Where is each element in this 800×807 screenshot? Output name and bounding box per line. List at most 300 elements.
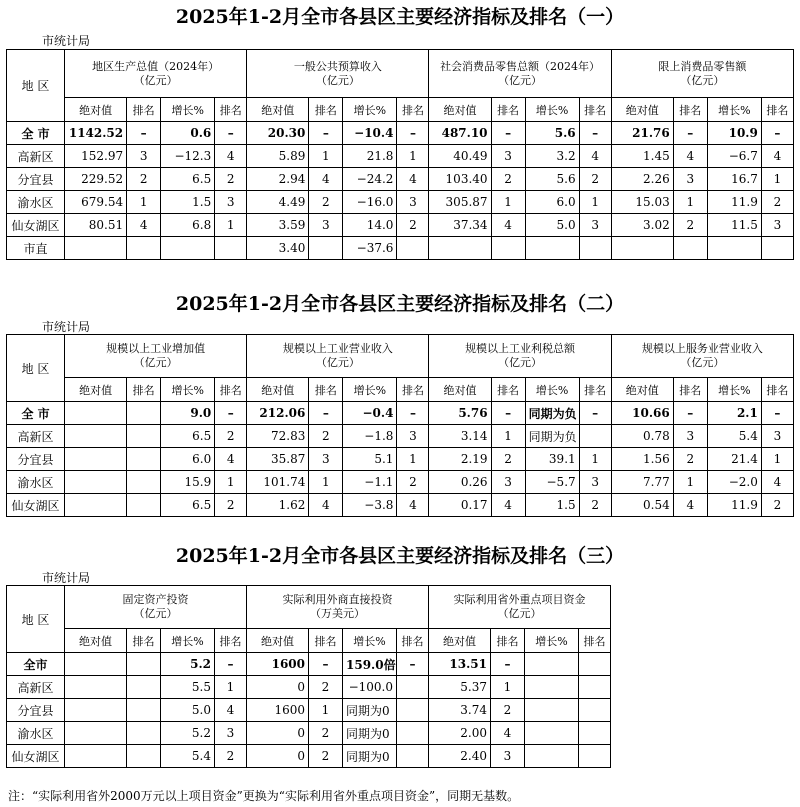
region-cell: 渝水区 [7,722,65,745]
group-header: 实际利用外商直接投资 （万美元） [247,586,429,629]
table-cell: 21.4 [707,448,761,471]
table-cell [127,699,161,722]
table-cell: 5.6 [525,168,579,191]
sub-header: 排名 [215,98,247,122]
region-cell: 仙女湖区 [7,494,65,517]
sub-header: 排名 [491,629,525,653]
table-row [7,145,794,168]
table-cell: – [491,402,525,425]
table-cell: 1 [761,168,793,191]
table-cell [127,676,161,699]
table-cell [127,237,161,260]
table-cell: 2 [579,168,611,191]
table-cell: 4 [309,494,343,517]
table-cell [127,653,161,676]
table-cell: 6.5 [161,494,215,517]
region-cell: 全 市 [7,402,65,425]
table-cell: 20.30 [247,122,309,145]
table-cell: 6.0 [161,448,215,471]
region-cell: 全 市 [7,122,65,145]
table2 [6,334,794,517]
table-cell: 4 [309,168,343,191]
sub-header: 绝对值 [611,378,673,402]
table-cell: −100.0 [343,676,397,699]
table-cell: 4 [215,145,247,168]
sub-header: 排名 [579,629,611,653]
sub-header: 排名 [397,378,429,402]
table-cell: 0 [247,722,309,745]
region-cell: 仙女湖区 [7,214,65,237]
sub-header: 绝对值 [247,629,309,653]
table-row [7,402,794,425]
table-cell: 2 [673,214,707,237]
table-cell: 2.40 [429,745,491,768]
table-cell: 4 [673,494,707,517]
table-cell: 5.0 [525,214,579,237]
table-cell: 159.0倍 [343,653,397,676]
table-cell: −1.8 [343,425,397,448]
table-cell: 14.0 [343,214,397,237]
table1-title: 2025年1-2月全市各县区主要经济指标及排名（一） [175,6,625,28]
table3-source: 市统计局 [42,571,91,585]
table-cell: 3 [579,471,611,494]
table-cell: 2.94 [247,168,309,191]
table-cell: 4 [761,145,793,168]
table-cell: −0.4 [343,402,397,425]
sub-header: 增长% [525,378,579,402]
table-cell [579,722,611,745]
table-cell: 1.56 [611,448,673,471]
subheader-row [7,629,611,653]
table-cell: 2 [673,448,707,471]
table-cell: 同期为0 [343,699,397,722]
sub-header: 排名 [309,378,343,402]
table-cell: 10.9 [707,122,761,145]
table-cell: 2 [397,214,429,237]
table-cell: 2 [309,425,343,448]
table-cell [65,471,127,494]
table-cell [525,745,579,768]
sub-header: 绝对值 [429,98,491,122]
table-cell: −24.2 [343,168,397,191]
footnote: 注：“实际利用省外2000万元以上项目资金”更换为“实际利用省外重点项目资金”，同期无基数。 [8,789,520,803]
table-cell: −12.3 [161,145,215,168]
table-cell: 3.14 [429,425,491,448]
table-cell: 5.0 [161,699,215,722]
table-cell: 同期为负 [525,402,579,425]
table-cell: 229.52 [65,168,127,191]
table1-source: 市统计局 [42,34,91,48]
table-cell: 1 [309,145,343,168]
table-cell: 16.7 [707,168,761,191]
table-cell: 487.10 [429,122,491,145]
sub-header: 增长% [525,98,579,122]
table-cell: 0.26 [429,471,491,494]
table-cell [673,237,707,260]
table-cell: 4 [673,145,707,168]
group-header: 规模以上服务业营业收入 （亿元） [611,335,793,378]
table-cell: 2 [397,471,429,494]
table-cell [65,402,127,425]
table-cell: 1600 [247,699,309,722]
table-cell: 39.1 [525,448,579,471]
region-cell: 高新区 [7,425,65,448]
table-cell [127,494,161,517]
table-row [7,494,794,517]
table-cell: 1 [673,471,707,494]
sub-header: 排名 [127,629,161,653]
table-cell: 0.17 [429,494,491,517]
table-cell: 1 [215,471,247,494]
table-row [7,745,611,768]
table-cell: 1 [579,191,611,214]
table-cell: 2 [761,191,793,214]
table-cell: 3 [309,448,343,471]
table-cell: 2 [309,191,343,214]
table-cell: 15.9 [161,471,215,494]
table-cell [161,237,215,260]
table-cell: – [215,653,247,676]
table-cell: 4 [491,214,525,237]
group-header: 规模以上工业利税总额 （亿元） [429,335,611,378]
table-cell: 2 [579,494,611,517]
table-cell [127,745,161,768]
region-cell: 全市 [7,653,65,676]
table-cell: 同期为0 [343,722,397,745]
table2-title: 2025年1-2月全市各县区主要经济指标及排名（二） [175,293,625,315]
table-cell: 3.2 [525,145,579,168]
table-cell: 6.8 [161,214,215,237]
table-cell: 21.76 [611,122,673,145]
table-cell: 1 [491,425,525,448]
table-row [7,425,794,448]
table-cell: 4 [761,471,793,494]
sub-header: 排名 [761,378,793,402]
table-cell: 5.89 [247,145,309,168]
table-cell: 3 [215,191,247,214]
table-cell [127,471,161,494]
table-cell: 3.40 [247,237,309,260]
table-cell: 3 [397,191,429,214]
region-cell: 渝水区 [7,471,65,494]
table-cell: 2 [309,722,343,745]
region-header: 地 区 [7,335,65,402]
table-cell: – [397,402,429,425]
table-row [7,676,611,699]
table-cell: – [397,653,429,676]
table-row [7,471,794,494]
sub-header: 排名 [491,98,525,122]
region-cell: 市直 [7,237,65,260]
table-cell [525,676,579,699]
table-cell: 305.87 [429,191,491,214]
table-cell [525,722,579,745]
table-cell: – [673,402,707,425]
table-cell [525,237,579,260]
sub-header: 排名 [397,98,429,122]
sub-header: 增长% [343,629,397,653]
table-cell: 5.5 [161,676,215,699]
table-row [7,191,794,214]
table-cell: 11.5 [707,214,761,237]
group-header: 规模以上工业营业收入 （亿元） [247,335,429,378]
table-cell [65,494,127,517]
table-cell: 679.54 [65,191,127,214]
table-cell: 3 [761,425,793,448]
table-cell [525,699,579,722]
table-cell: 7.77 [611,471,673,494]
sub-header: 绝对值 [65,378,127,402]
table-cell: 5.4 [161,745,215,768]
table-cell: – [309,653,343,676]
table-cell: 3 [673,168,707,191]
table-cell: 0.54 [611,494,673,517]
sub-header: 绝对值 [65,98,127,122]
table1 [6,49,794,260]
table-cell: 2 [491,699,525,722]
table-cell: 1.45 [611,145,673,168]
table-cell [65,676,127,699]
table-cell: – [215,402,247,425]
sub-header: 增长% [525,629,579,653]
region-cell: 高新区 [7,676,65,699]
table-cell [127,722,161,745]
table-row [7,722,611,745]
table-cell: 2.26 [611,168,673,191]
table-cell: 4 [491,722,525,745]
table-cell: 1 [215,676,247,699]
table-cell: 6.5 [161,425,215,448]
table-cell: 21.8 [343,145,397,168]
region-header: 地 区 [7,50,65,122]
table-cell: −10.4 [343,122,397,145]
table-cell: 1 [673,191,707,214]
table-cell: 4 [127,214,161,237]
group-header: 限上消费品零售额 （亿元） [611,50,793,98]
group-header: 社会消费品零售总额（2024年） （亿元） [429,50,611,98]
table-row [7,122,794,145]
table-cell [397,745,429,768]
group-header: 固定资产投资 （亿元） [65,586,247,629]
table-cell: 3 [309,214,343,237]
table-cell [397,699,429,722]
region-cell: 高新区 [7,145,65,168]
table-cell [127,448,161,471]
table-cell: −3.8 [343,494,397,517]
table-cell: 3 [215,722,247,745]
table-cell [65,699,127,722]
table-cell: 同期为负 [525,425,579,448]
sub-header: 增长% [161,98,215,122]
table-cell: 212.06 [247,402,309,425]
sub-header: 排名 [127,98,161,122]
table-cell [525,653,579,676]
table-cell: 同期为0 [343,745,397,768]
table-cell: −5.7 [525,471,579,494]
table-cell: 10.66 [611,402,673,425]
table-cell: 11.9 [707,494,761,517]
sub-header: 绝对值 [429,378,491,402]
sub-header: 排名 [215,629,247,653]
table-cell: 1 [579,448,611,471]
table-cell: 2 [215,494,247,517]
table-cell: 40.49 [429,145,491,168]
table-cell [397,237,429,260]
table-cell: 2 [215,168,247,191]
table-cell: 35.87 [247,448,309,471]
table-cell: 15.03 [611,191,673,214]
table-cell: – [579,122,611,145]
table-cell: 3 [761,214,793,237]
table-cell: 1 [309,471,343,494]
table-cell [761,237,793,260]
table-cell: 5.1 [343,448,397,471]
region-cell: 仙女湖区 [7,745,65,768]
table-cell [397,676,429,699]
table-cell: 6.0 [525,191,579,214]
table-cell: 3.74 [429,699,491,722]
table-cell: 4 [397,168,429,191]
sub-header: 绝对值 [65,629,127,653]
table3 [6,585,611,768]
table-cell: 1 [397,145,429,168]
table-cell: 0 [247,745,309,768]
table-cell [397,722,429,745]
sub-header: 增长% [707,378,761,402]
sub-header: 排名 [579,378,611,402]
table-cell: – [127,122,161,145]
table-cell: – [309,122,343,145]
table-cell: 1 [127,191,161,214]
table-cell: 101.74 [247,471,309,494]
sub-header: 绝对值 [611,98,673,122]
table3-title: 2025年1-2月全市各县区主要经济指标及排名（三） [175,545,625,567]
sub-header: 排名 [309,98,343,122]
table-cell: 1 [397,448,429,471]
table-cell [611,237,673,260]
sub-header: 绝对值 [247,378,309,402]
sub-header: 增长% [343,378,397,402]
table-cell: 1 [309,699,343,722]
table-cell: 1 [761,448,793,471]
sub-header: 增长% [707,98,761,122]
region-cell: 分宜县 [7,168,65,191]
group-header: 实际利用省外重点项目资金 （亿元） [429,586,611,629]
table-cell: 2 [127,168,161,191]
table-cell: 3 [579,214,611,237]
table-cell: 72.83 [247,425,309,448]
table-cell: – [309,402,343,425]
sub-header: 排名 [127,378,161,402]
table-cell [579,745,611,768]
table-cell: 6.5 [161,168,215,191]
table-cell: – [761,122,793,145]
table-cell: −6.7 [707,145,761,168]
table-cell: 5.76 [429,402,491,425]
sub-header: 排名 [761,98,793,122]
table-cell: 1.5 [525,494,579,517]
table-cell [579,237,611,260]
table-cell [579,425,611,448]
table-cell: 3.02 [611,214,673,237]
table-cell: 3 [673,425,707,448]
sub-header: 增长% [161,378,215,402]
table-cell [65,237,127,260]
table-cell [579,676,611,699]
table-cell [579,653,611,676]
sub-header: 排名 [397,629,429,653]
table-cell [65,425,127,448]
table-cell [579,699,611,722]
table-cell: 80.51 [65,214,127,237]
table-cell: 0 [247,676,309,699]
sub-header: 绝对值 [429,629,491,653]
table-cell: 9.0 [161,402,215,425]
table-cell: 2 [309,676,343,699]
table-cell: 37.34 [429,214,491,237]
table-cell: 2.00 [429,722,491,745]
table-cell: −1.1 [343,471,397,494]
table-cell: – [673,122,707,145]
table-cell: – [579,402,611,425]
table-cell: 4 [215,699,247,722]
table-cell [65,448,127,471]
table-cell [65,653,127,676]
table-cell: 3 [127,145,161,168]
sub-header: 排名 [673,378,707,402]
table-cell [65,722,127,745]
table-cell [127,402,161,425]
table-cell: −16.0 [343,191,397,214]
table-cell: 5.2 [161,722,215,745]
table-cell: – [215,122,247,145]
table-cell: 1.5 [161,191,215,214]
table-cell: 0.78 [611,425,673,448]
table-row [7,653,611,676]
table-cell: −37.6 [343,237,397,260]
sub-header: 排名 [215,378,247,402]
region-header: 地 区 [7,586,65,653]
table-cell: 5.2 [161,653,215,676]
table-cell: 2 [215,425,247,448]
table-cell: 2 [309,745,343,768]
table-cell [491,237,525,260]
group-header: 地区生产总值（2024年） （亿元） [65,50,247,98]
table-cell: 4 [215,448,247,471]
table-cell: 4.49 [247,191,309,214]
table-cell: 3 [491,145,525,168]
table-cell: 152.97 [65,145,127,168]
table-cell [429,237,491,260]
table-cell: 103.40 [429,168,491,191]
table-cell: 2 [491,448,525,471]
table-cell: 4 [397,494,429,517]
table-cell: 1600 [247,653,309,676]
table-cell: 2 [761,494,793,517]
table-cell: 2.19 [429,448,491,471]
group-header: 一般公共预算收入 （亿元） [247,50,429,98]
table-cell: 3 [491,471,525,494]
table-row [7,168,794,191]
table-cell: −2.0 [707,471,761,494]
table-cell: 3 [491,745,525,768]
subheader-row [7,378,794,402]
table-cell: 13.51 [429,653,491,676]
table-cell: 1 [215,214,247,237]
table-cell [65,745,127,768]
table-cell: 5.4 [707,425,761,448]
table-cell: 1.62 [247,494,309,517]
